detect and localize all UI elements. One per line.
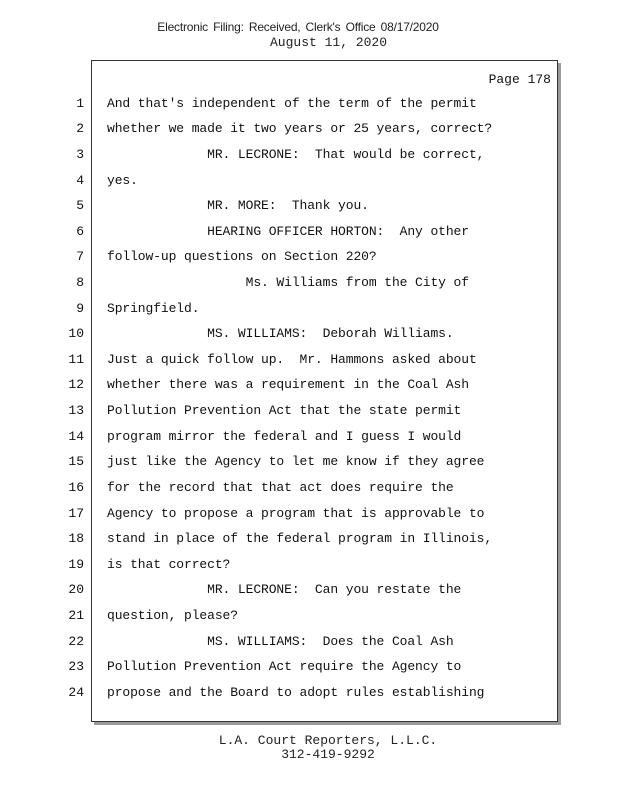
line-number-21: 21 <box>68 608 84 623</box>
transcript-line-7: follow-up questions on Section 220? <box>107 249 377 264</box>
line-number-3: 3 <box>76 147 84 162</box>
line-number-8: 8 <box>76 275 84 290</box>
transcript-line-18: stand in place of the federal program in Illinois, <box>107 531 493 546</box>
line-number-20: 20 <box>68 582 84 597</box>
transcript-line-16: for the record that that act does require the <box>107 480 454 495</box>
transcript-line-19: is that correct? <box>107 557 231 572</box>
line-number-17: 17 <box>68 506 84 521</box>
transcript-line-21: question, please? <box>107 608 238 623</box>
transcript-line-3: MR. LECRONE: That would be correct, <box>107 147 485 162</box>
transcript-line-11: Just a quick follow up. Mr. Hammons asked about <box>107 352 477 367</box>
line-number-1: 1 <box>76 96 84 111</box>
transcript-line-15: just like the Agency to let me know if they agree <box>107 454 485 469</box>
line-number-4: 4 <box>76 173 84 188</box>
line-number-9: 9 <box>76 301 84 316</box>
line-number-2: 2 <box>76 121 84 136</box>
line-number-7: 7 <box>76 249 84 264</box>
line-number-24: 24 <box>68 685 84 700</box>
transcript-line-4: yes. <box>107 173 138 188</box>
page-number: Page 178 <box>488 72 551 87</box>
line-number-23: 23 <box>68 659 84 674</box>
transcript-line-24: propose and the Board to adopt rules establishing <box>107 685 485 700</box>
line-number-11: 11 <box>68 352 84 367</box>
hearing-date: August 11, 2020 <box>269 35 388 50</box>
transcript-line-2: whether we made it two years or 25 years, correct? <box>107 121 493 136</box>
line-number-18: 18 <box>68 531 84 546</box>
line-number-15: 15 <box>68 454 84 469</box>
transcript-line-20: MR. LECRONE: Can you restate the <box>107 582 462 597</box>
transcript-line-1: And that's independent of the term of the permit <box>107 96 477 111</box>
line-number-19: 19 <box>68 557 84 572</box>
transcript-line-8: Ms. Williams from the City of <box>107 275 469 290</box>
transcript-line-22: MS. WILLIAMS: Does the Coal Ash <box>107 634 454 649</box>
line-number-22: 22 <box>68 634 84 649</box>
transcript-line-9: Springfield. <box>107 301 200 316</box>
transcript-line-14: program mirror the federal and I guess I would <box>107 429 462 444</box>
transcript-line-5: MR. MORE: Thank you. <box>107 198 369 213</box>
filing-stamp: Electronic Filing: Received, Clerk's Office 08/17/2020 <box>157 20 439 34</box>
line-number-14: 14 <box>68 429 84 444</box>
transcript-line-17: Agency to propose a program that is approvable to <box>107 506 485 521</box>
line-number-16: 16 <box>68 480 84 495</box>
line-number-6: 6 <box>76 224 84 239</box>
line-number-5: 5 <box>76 198 84 213</box>
court-reporter-phone: 312-419-9292 <box>281 747 375 762</box>
line-number-10: 10 <box>68 326 84 341</box>
transcript-line-10: MS. WILLIAMS: Deborah Williams. <box>107 326 454 341</box>
transcript-line-6: HEARING OFFICER HORTON: Any other <box>107 224 469 239</box>
court-reporter-name: L.A. Court Reporters, L.L.C. <box>218 733 438 748</box>
transcript-line-23: Pollution Prevention Act require the Agency to <box>107 659 462 674</box>
transcript-line-13: Pollution Prevention Act that the state permit <box>107 403 462 418</box>
transcript-line-12: whether there was a requirement in the Coal Ash <box>107 377 469 392</box>
line-number-13: 13 <box>68 403 84 418</box>
line-number-12: 12 <box>68 377 84 392</box>
